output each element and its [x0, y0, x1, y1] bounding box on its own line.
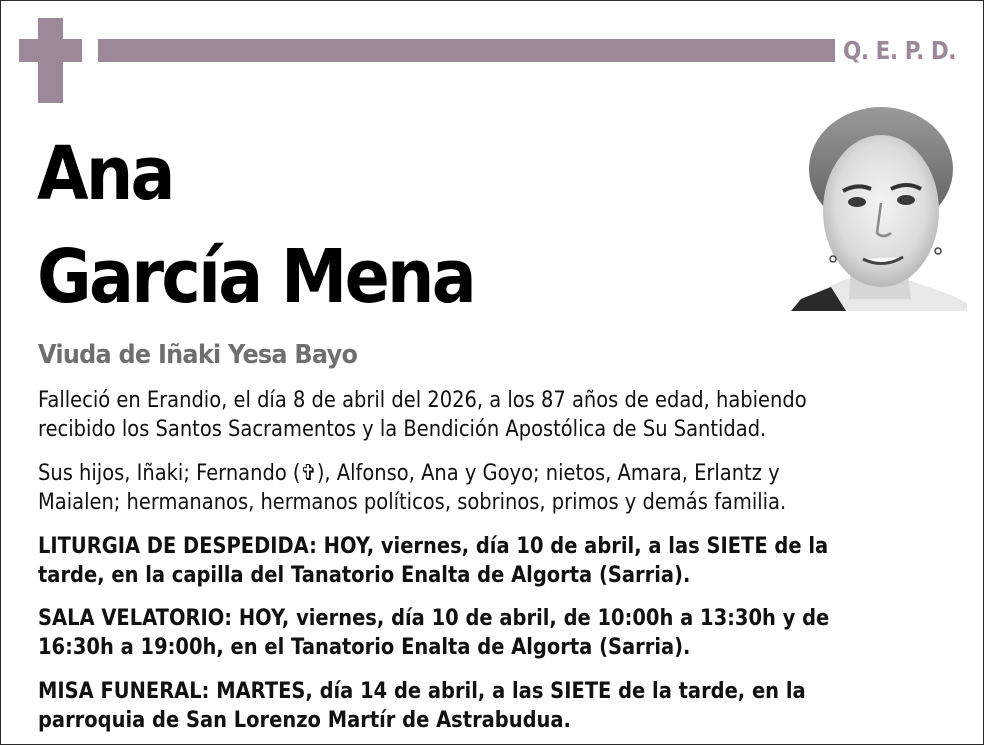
text-line: Sus hijos, Iñaki; Fernando (✞), Alfonso, Ana y Goyo; nietos, Amara, Erlantz y	[38, 461, 780, 486]
text-line: LITURGIA DE DESPEDIDA: HOY, viernes, día 10 de abril, a las SIETE de la	[38, 534, 829, 559]
text-line: parroquia de San Lorenzo Martír de Astrabudua.	[38, 708, 571, 733]
portrait-photo	[791, 99, 967, 311]
wake-paragraph	[38, 604, 888, 662]
deceased-surnames: García Mena	[37, 234, 474, 320]
qepd-label: Q. E. P. D.	[843, 36, 957, 65]
header-rule	[98, 39, 835, 62]
cross-icon-horizontal-bar	[19, 39, 82, 62]
family-paragraph	[38, 459, 888, 517]
funeral-mass-paragraph	[38, 677, 888, 735]
text-line: SALA VELATORIO: HOY, viernes, día 10 de abril, de 10:00h a 13:30h y de	[38, 606, 830, 631]
deceased-first-name: Ana	[37, 131, 173, 217]
portrait-image	[791, 99, 967, 311]
text-line: MISA FUNERAL: MARTES, día 14 de abril, a las SIETE de la tarde, en la	[38, 679, 806, 704]
text-line: Maialen; hermananos, hermanos políticos, sobrinos, primos y demás familia.	[38, 490, 787, 515]
text-line: Falleció en Erandio, el día 8 de abril del 2026, a los 87 años de edad, habiendo	[38, 388, 807, 413]
text-line: 16:30h a 19:00h, en el Tanatorio Enalta de Algorta (Sarria).	[38, 635, 691, 660]
text-line: tarde, en la capilla del Tanatorio Enalta de Algorta (Sarria).	[38, 563, 691, 588]
death-notice-paragraph	[38, 386, 888, 444]
relation-subtitle: Viuda de Iñaki Yesa Bayo	[38, 340, 358, 370]
text-line: recibido los Santos Sacramentos y la Bendición Apostólica de Su Santidad.	[38, 417, 767, 442]
liturgy-paragraph	[38, 532, 888, 590]
